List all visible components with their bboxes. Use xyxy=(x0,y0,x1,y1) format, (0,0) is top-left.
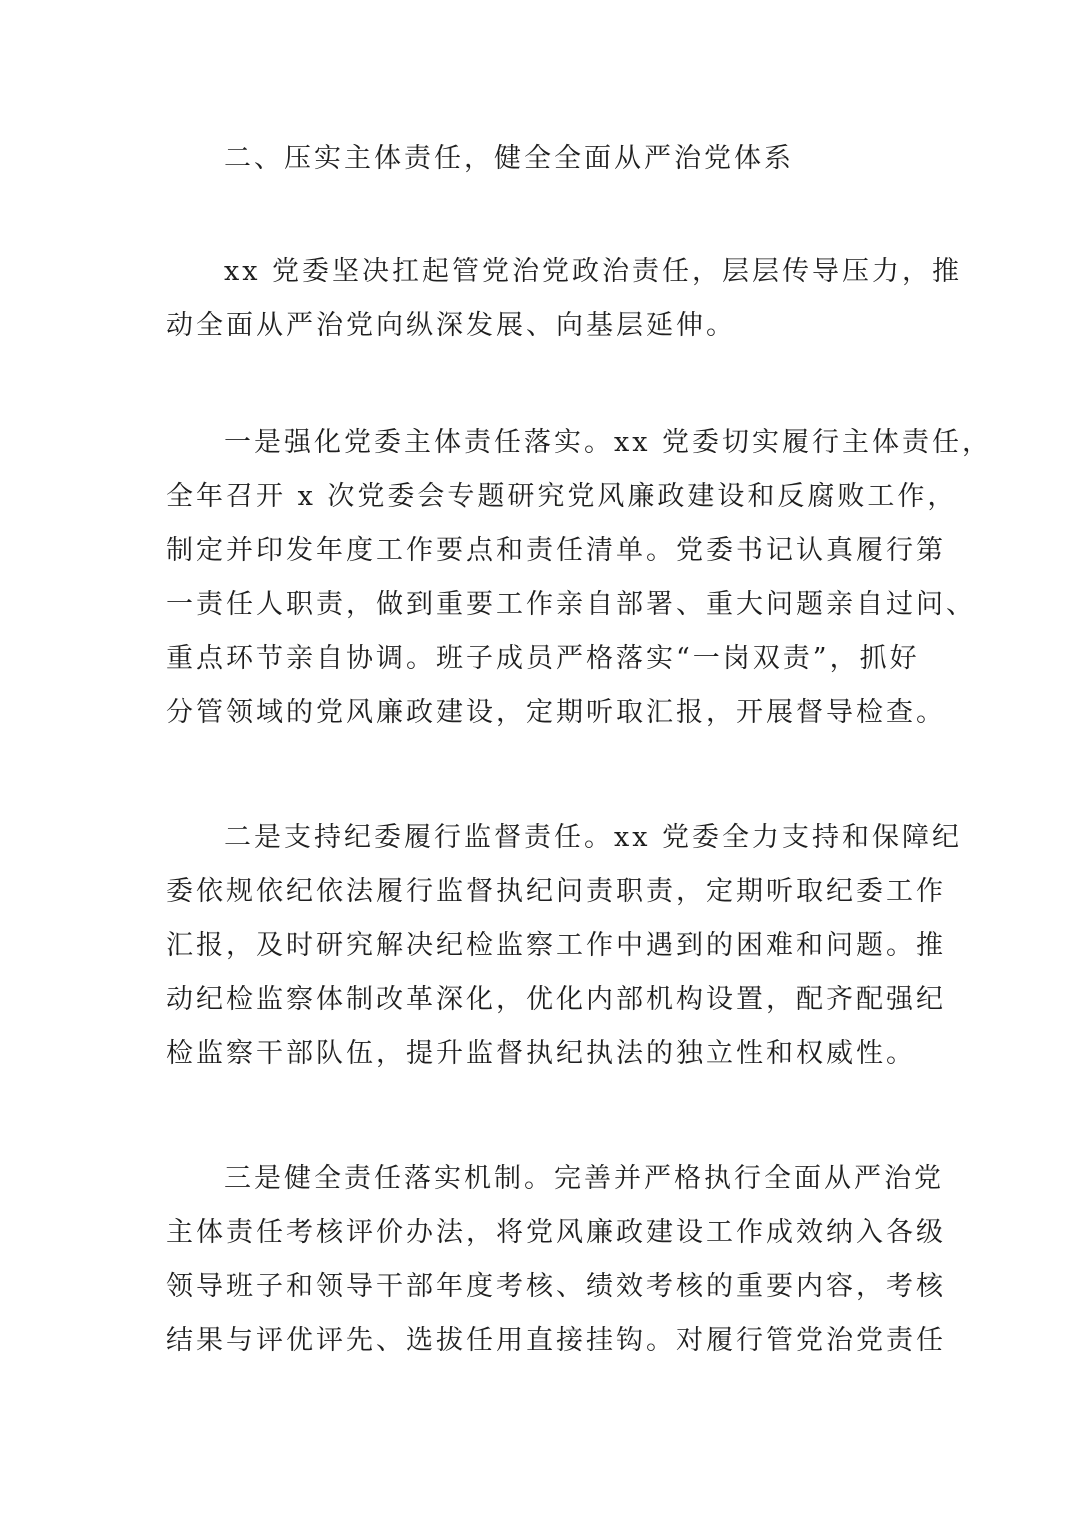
paragraph-intro xyxy=(166,245,963,353)
paragraph-line: 一是强化党委主体责任落实。xx 党委切实履行主体责任， xyxy=(224,427,993,458)
paragraph-line: 检监察干部队伍，提升监督执纪执法的独立性和权威性。 xyxy=(166,1038,916,1069)
paragraph-line: 重点环节亲自协调。班子成员严格落实“一岗双责”，抓好 xyxy=(166,643,920,674)
paragraph-line: 动全面从严治党向纵深发展、向基层延伸。 xyxy=(166,310,736,341)
paragraph-line: 二是支持纪委履行监督责任。xx 党委全力支持和保障纪 xyxy=(224,822,963,853)
paragraph-line: xx 党委坚决扛起管党治党政治责任，层层传导压力，推 xyxy=(224,256,963,287)
paragraph-line: 主体责任考核评价办法，将党风廉政建设工作成效纳入各级 xyxy=(166,1217,946,1248)
paragraph-line: 结果与评优评先、选拔任用直接挂钩。对履行管党治党责任 xyxy=(166,1325,946,1356)
paragraph-point-three xyxy=(166,1152,946,1368)
paragraph-point-one xyxy=(166,416,993,740)
paragraph-line: 分管领域的党风廉政建设，定期听取汇报，开展督导检查。 xyxy=(166,697,946,728)
paragraph-line: 制定并印发年度工作要点和责任清单。党委书记认真履行第 xyxy=(166,535,946,566)
paragraph-line: 三是健全责任落实机制。完善并严格执行全面从严治党 xyxy=(224,1163,944,1194)
paragraph-line: 委依规依纪依法履行监督执纪问责职责，定期听取纪委工作 xyxy=(166,876,946,907)
paragraph-point-two xyxy=(166,811,963,1081)
section-heading xyxy=(166,132,918,186)
paragraph-line: 一责任人职责，做到重要工作亲自部署、重大问题亲自过问、 xyxy=(166,589,976,620)
paragraph-line: 领导班子和领导干部年度考核、绩效考核的重要内容，考核 xyxy=(166,1271,946,1302)
heading-text: 二、压实主体责任，健全全面从严治党体系 xyxy=(224,143,794,174)
paragraph-line: 动纪检监察体制改革深化，优化内部机构设置，配齐配强纪 xyxy=(166,984,946,1015)
paragraph-line: 汇报，及时研究解决纪检监察工作中遇到的困难和问题。推 xyxy=(166,930,946,961)
paragraph-line: 全年召开 x 次党委会专题研究党风廉政建设和反腐败工作， xyxy=(166,481,958,512)
